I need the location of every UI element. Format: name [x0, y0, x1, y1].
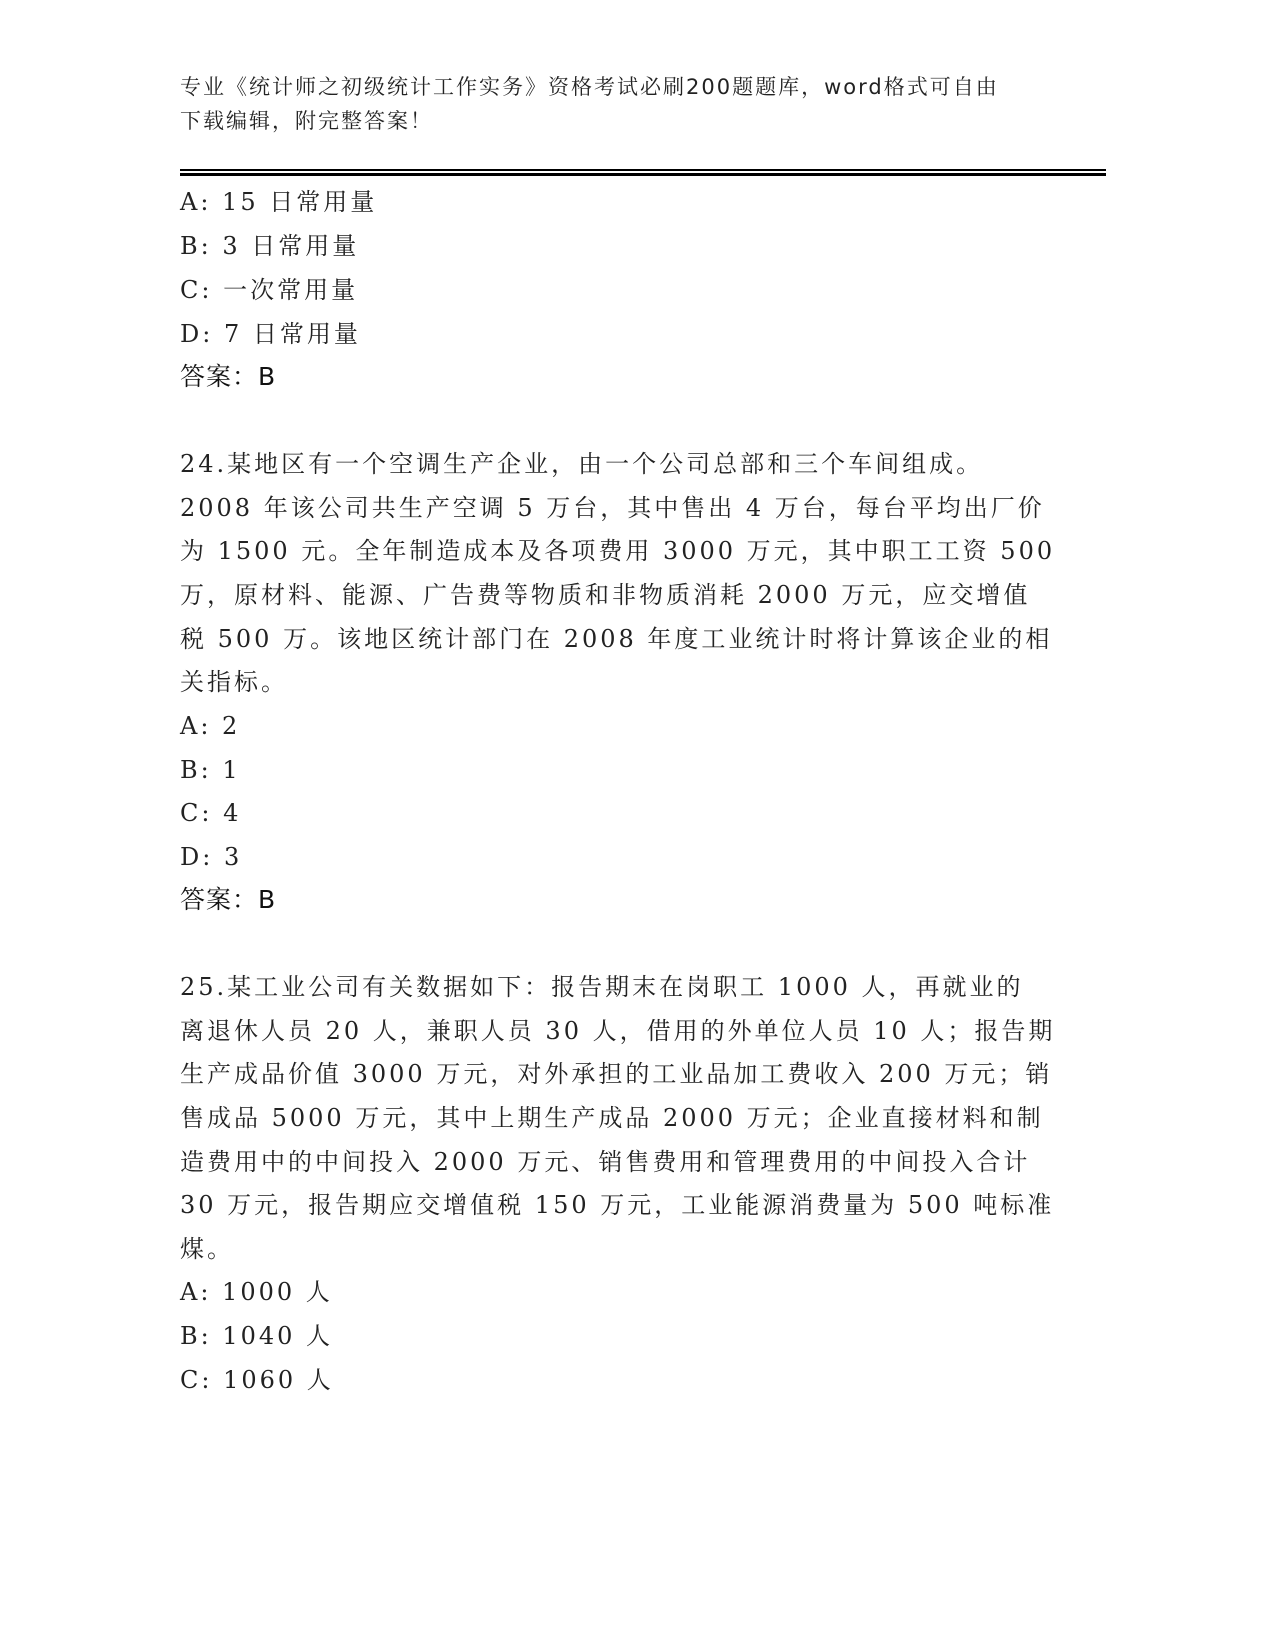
q25-text-line: 生产成品价值 3000 万元，对外承担的工业品加工费收入 200 万元；销	[180, 1060, 1053, 1088]
document-header	[180, 70, 1040, 138]
q24-text-line: 24.某地区有一个空调生产企业，由一个公司总部和三个车间组成。	[180, 450, 984, 478]
q23-answer: 答案：B	[180, 362, 277, 391]
header-line-1: 专业《统计师之初级统计工作实务》资格考试必刷200题题库，word格式可自由	[180, 75, 999, 99]
header-divider-thick	[180, 173, 1106, 176]
header-divider-thin	[180, 169, 1106, 171]
q24-option-a: A: 2	[180, 712, 241, 740]
q23-option-c: C: 一次常用量	[180, 276, 359, 304]
q24-text-line: 万，原材料、能源、广告费等物质和非物质消耗 2000 万元，应交增值	[180, 581, 1031, 609]
q24-option-d: D: 3	[180, 843, 243, 871]
q24-option-c: C: 4	[180, 799, 242, 827]
q23-option-b: B: 3 日常用量	[180, 232, 360, 260]
q24-text-line: 关指标。	[180, 668, 288, 696]
q25-option-b: B: 1040 人	[180, 1322, 334, 1350]
q25-option-c: C: 1060 人	[180, 1366, 334, 1394]
q24-option-b: B: 1	[180, 756, 241, 784]
q24-text-line: 为 1500 元。全年制造成本及各项费用 3000 万元，其中职工工资 500	[180, 537, 1056, 565]
q25-text-line: 离退休人员 20 人，兼职人员 30 人，借用的外单位人员 10 人；报告期	[180, 1017, 1056, 1045]
q25-text-line: 30 万元，报告期应交增值税 150 万元，工业能源消费量为 500 吨标准	[180, 1191, 1055, 1219]
q25-text-line: 煤。	[180, 1235, 234, 1263]
q23-option-a: A: 15 日常用量	[180, 188, 378, 216]
q23-option-d: D: 7 日常用量	[180, 320, 361, 348]
q24-answer: 答案：B	[180, 885, 277, 914]
q25-text-line: 售成品 5000 万元，其中上期生产成品 2000 万元；企业直接材料和制	[180, 1104, 1044, 1132]
header-line-2: 下载编辑，附完整答案！	[180, 109, 433, 133]
q24-text-line: 税 500 万。该地区统计部门在 2008 年度工业统计时将计算该企业的相	[180, 625, 1053, 653]
q25-text-line: 造费用中的中间投入 2000 万元、销售费用和管理费用的中间投入合计	[180, 1148, 1031, 1176]
q25-text-line: 25.某工业公司有关数据如下：报告期末在岗职工 1000 人，再就业的	[180, 973, 1024, 1001]
q25-option-a: A: 1000 人	[180, 1278, 333, 1306]
q24-text-line: 2008 年该公司共生产空调 5 万台，其中售出 4 万台，每台平均出厂价	[180, 494, 1045, 522]
